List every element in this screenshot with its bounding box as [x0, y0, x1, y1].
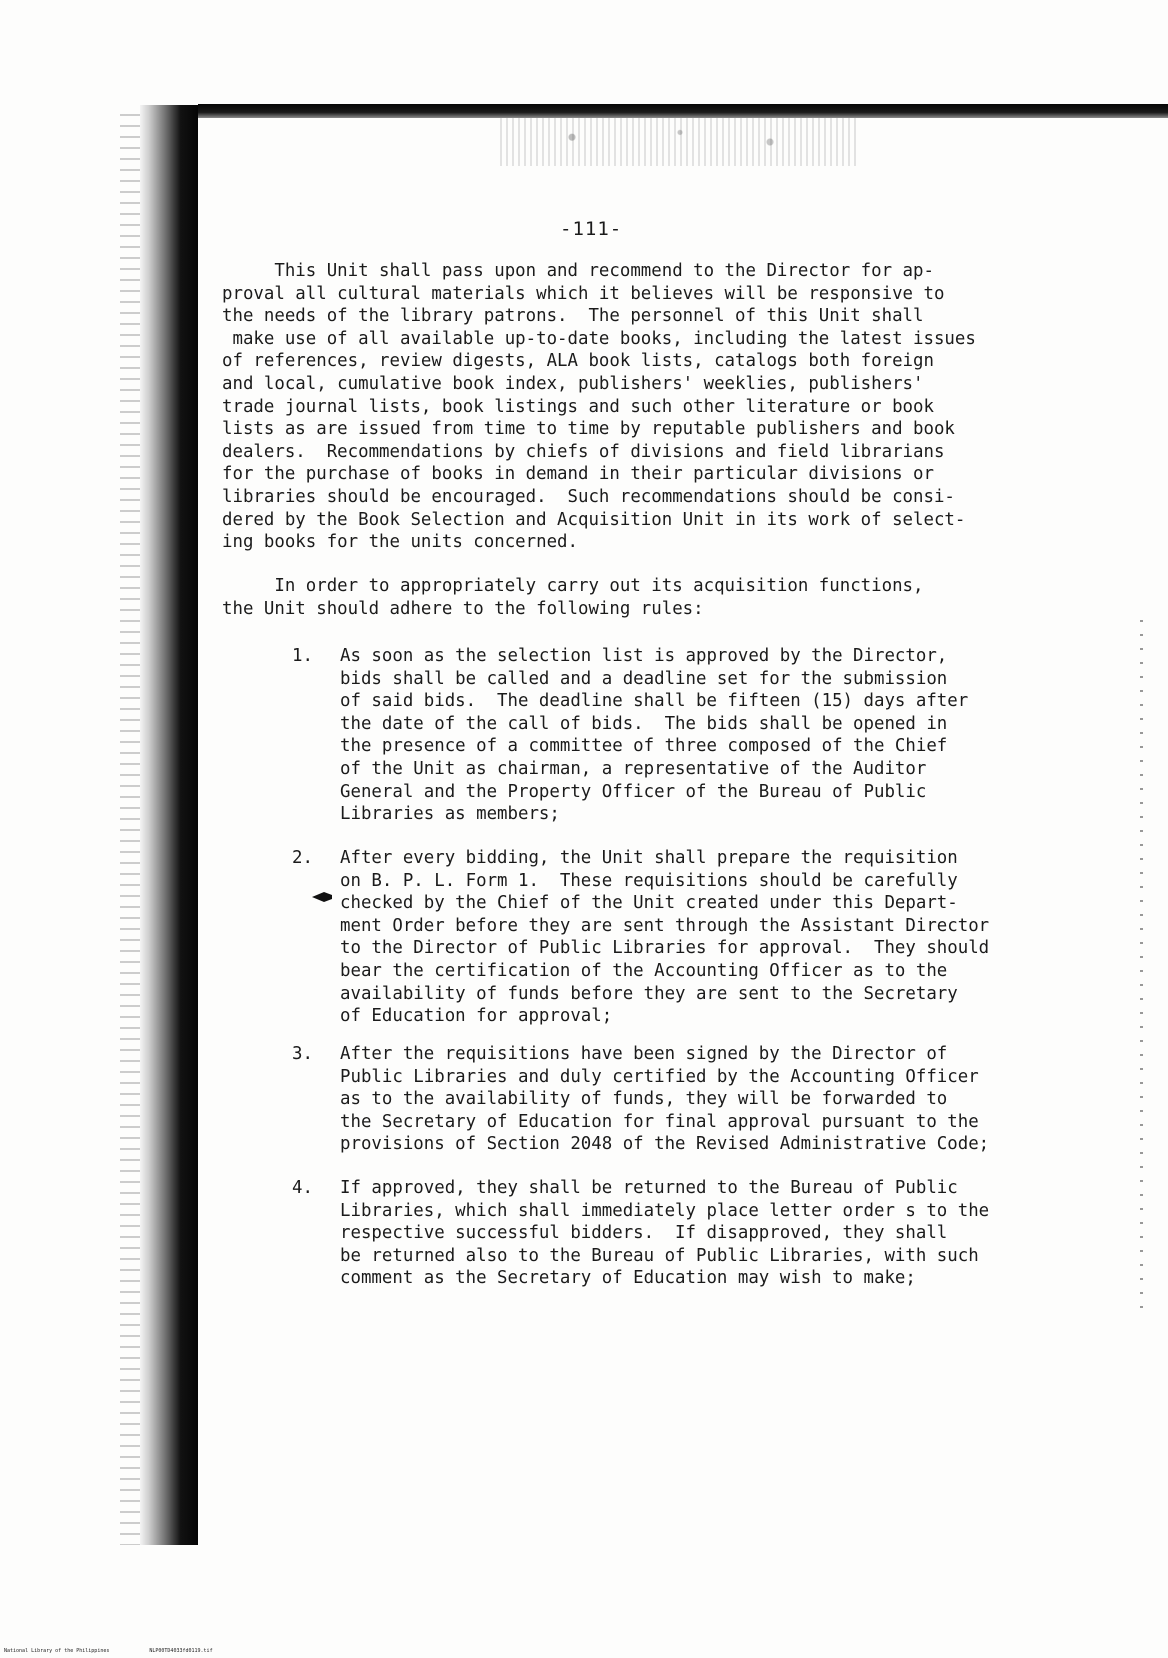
rule-number: 3. [292, 1044, 313, 1064]
paragraph-unit-duties: This Unit shall pass upon and recommend to the Director for ap- proval all cultural materials which it believes will be responsive to the needs of the library patrons. The personnel of this Unit shall make use of all available up-to-date books, including the latest issues of references, review digests, ALA book lists, catalogs both foreign and local, cumulative book index, publishers' weeklies, publishers' trade journal lists, book listings and such other literature or book lists as are issued from time to time by reputable publishers and book dealers. Recommendations by chiefs of divisions and field librarians for the purchase of books in demand in their particular divisions or libraries should be encouraged. Such recommendations should be consi- dered by the Book Selection and Acquisition Unit in its work of select- ing books for the units concerned. [222, 261, 976, 553]
rule-text: After the requisitions have been signed by the Director of Public Libraries and duly certified by the Accounting Officer as to the availability of funds, they will be forwarded to the Secretary of Education for final approval pursuant to the provisions of Section 2048 of the Revised Administrative Code; [340, 1044, 990, 1155]
rule-text: As soon as the selection list is approved by the Director, bids shall be called and a deadline set for the submission of said bids. The deadline shall be fifteen (15) days after the date of the call of bids. The bids shall be opened in the presence of a committee of three composed of the Chief of the Unit as chairman, a representative of the Auditor General and the Property Officer of the Bureau of Public Libraries as members; [340, 646, 969, 825]
rule-text: If approved, they shall be returned to the Bureau of Public Libraries, which shall immediately place letter order s to the respective successful bidders. If disapproved, they shall be returned also to the Bureau of Public Libraries, with such comment as the Secretary of Education may wish to make; [340, 1178, 990, 1289]
scan-top-border [198, 104, 1168, 118]
rule-number: 4. [292, 1178, 313, 1198]
rule-number: 1. [292, 646, 313, 666]
scan-right-edge-marks [1140, 620, 1143, 1320]
rule-number: 2. [292, 848, 313, 868]
scan-left-border [140, 105, 198, 1545]
page-number: -111- [560, 218, 623, 240]
hand-drawn-arrow-mark [312, 892, 332, 902]
faded-stamp [500, 118, 860, 166]
paragraph-acquisition-rules-intro: In order to appropriately carry out its acquisition functions, the Unit should adhere to the following rules: [222, 576, 924, 619]
footer-source: National Library of the Philippines [4, 1648, 110, 1654]
scan-footer [4, 1648, 213, 1654]
footer-file: NLP00TD4033fd0119.tif [149, 1648, 213, 1654]
rule-text: After every bidding, the Unit shall prepare the requisition on B. P. L. Form 1. These requisitions should be carefully checked by the Chief of the Unit created under this Depart- ment Order before they are sent through the Assistant Director to the Director of Public Libraries for approval. They should bear the certification of the Accounting Officer as to the availability of funds before they are sent to the Secretary of Education for approval; [340, 848, 990, 1027]
